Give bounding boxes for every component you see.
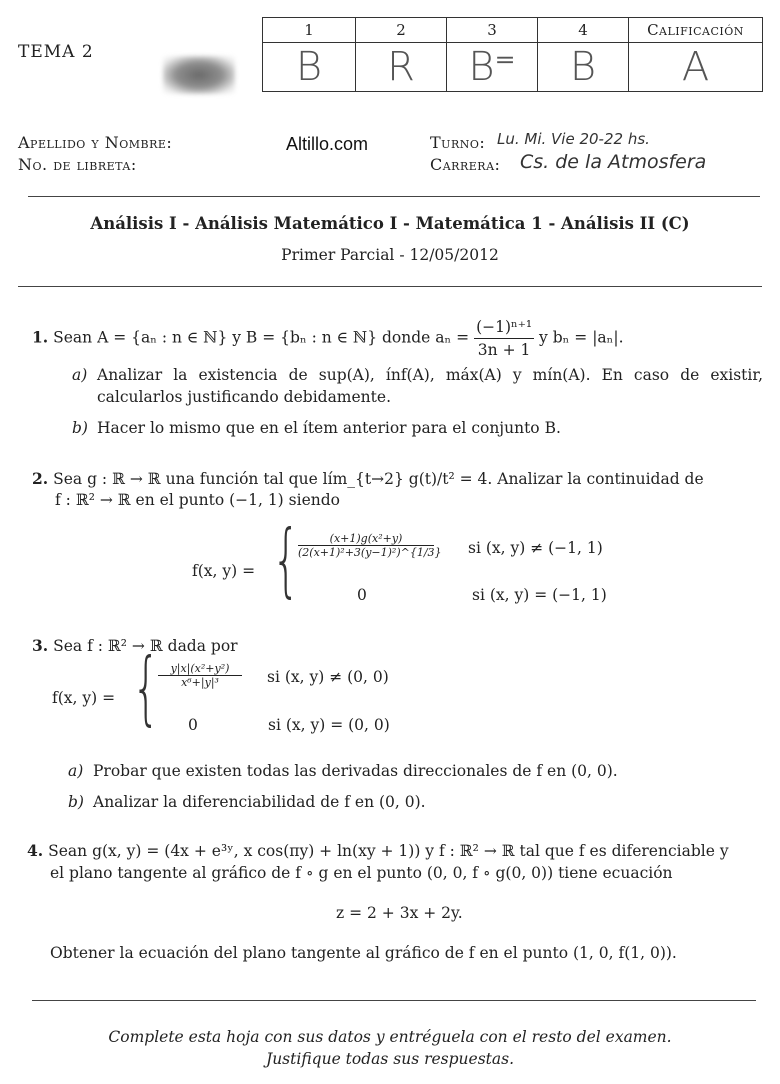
grade-value-final: A [629,43,763,92]
exam-subtitle: Primer Parcial - 12/05/2012 [281,246,499,264]
question-3a-text: Probar que existen todas las derivadas direccionales de f en (0, 0). [93,762,618,780]
question-1a-text-1: Analizar la existencia de sup(A), ínf(A), máx(A) y mín(A). En caso de existir, [97,366,763,384]
question-2-case-1-den: (2(x+1)²+3(y−1)²)^{1/3} [298,546,442,559]
question-3-case-1-fraction [158,662,242,689]
question-3-case-1-den: x⁶+|y|³ [181,676,219,689]
divider-mid [18,286,762,287]
footer-line-2: Justifique todas sus respuestas. [265,1050,515,1068]
divider-bottom [32,1000,756,1001]
question-2-text-1: Sea g : ℝ → ℝ una función tal que lím_{t→2} g(t)/t² = 4. Analizar la continuidad de [53,470,704,488]
question-4-text-3: Obtener la ecuación del plano tangente al gráfico de f en el punto (1, 0, f(1, 0)). [50,944,677,962]
question-3-text: Sea f : ℝ² → ℝ dada por [53,637,238,655]
question-2-text-2: f : ℝ² → ℝ en el punto (−1, 1) siendo [55,491,340,509]
turno-label: Turno: [430,133,486,152]
grade-table [262,17,763,92]
question-3-case-2-cond: si (x, y) = (0, 0) [268,716,390,734]
grade-header-3: 3 [447,18,538,43]
question-3-f-lhs: f(x, y) = [52,689,116,707]
question-3-number: 3. [32,636,49,655]
question-2-case-2-cond: si (x, y) = (−1, 1) [472,586,607,604]
question-3b-text: Analizar la diferenciabilidad de f en (0, 0). [93,793,426,811]
question-3-case-1-num: y|x|(x²+y²) [158,662,242,676]
grade-value-2: R [356,43,447,92]
divider-top [28,196,760,197]
question-2-case-1-cond: si (x, y) ≠ (−1, 1) [468,539,603,557]
question-2-f-lhs: f(x, y) = [192,562,256,580]
apellido-label: Apellido y Nombre: [18,133,173,152]
carrera-value: Cs. de la Atmosfera [520,151,707,173]
grade-value-1: B [263,43,356,92]
question-4-text-1: Sean g(x, y) = (4x + e³ʸ, x cos(πy) + ln(xy + 1)) y f : ℝ² → ℝ tal que f es diferenciable y [48,842,729,860]
question-3-brace: { [132,641,160,734]
question-1-frac-den: 3n + 1 [477,341,531,359]
watermark: Altillo.com [286,134,369,154]
libreta-label: No. de libreta: [18,155,137,174]
turno-value: Lu. Mi. Vie 20-22 hs. [497,130,650,148]
question-2-case-1-fraction [298,532,442,559]
question-1-number: 1. [32,327,49,347]
tema-label: TEMA 2 [18,42,94,62]
question-1-frac-num: (−1)ⁿ⁺¹ [474,316,534,339]
grade-header-4: 4 [538,18,629,43]
question-1b-text: Hacer lo mismo que en el ítem anterior para el conjunto B. [97,419,561,437]
exam-title: Análisis I - Análisis Matemático I - Matemática 1 - Análisis II (C) [90,214,690,233]
question-1 [32,316,624,361]
question-2-number: 2. [32,469,49,488]
question-3-case-2-val: 0 [188,716,198,734]
question-2-case-1-num: (x+1)g(x²+y) [298,532,434,546]
grade-header-calificacion: Calificación [629,18,763,43]
question-4-text-2: el plano tangente al gráfico de f ∘ g en el punto (0, 0, f ∘ g(0, 0)) tiene ecuación [50,864,673,882]
question-2-line-1 [32,468,762,490]
question-4-equation: z = 2 + 3x + 2y. [336,904,463,922]
redacted-name-blur [163,56,235,94]
question-3-case-1-cond: si (x, y) ≠ (0, 0) [267,668,389,686]
footer-line-1: Complete esta hoja con sus datos y entréguela con el resto del examen. [108,1028,672,1046]
question-3a-label: a) [68,762,84,780]
grade-value-3: B⁼ [447,43,538,92]
question-4-number: 4. [27,841,44,860]
question-1-text-a: Sean A = {aₙ : n ∈ ℕ} y B = {bₙ : n ∈ ℕ} donde aₙ = [53,328,470,347]
question-2-case-2-val: 0 [357,586,367,604]
question-2-brace: { [272,513,300,606]
question-4-line-1 [27,840,762,862]
question-1b-label: b) [72,419,88,437]
question-1-fraction [474,316,534,361]
question-1a-text-2: calcularlos justificando debidamente. [97,388,391,406]
question-3b-label: b) [68,793,84,811]
grade-header-1: 1 [263,18,356,43]
grade-header-2: 2 [356,18,447,43]
question-1-text-b: y bₙ = |aₙ|. [539,328,624,347]
grade-value-4: B [538,43,629,92]
question-1a-label: a) [72,366,88,384]
carrera-label: Carrera: [430,155,501,174]
